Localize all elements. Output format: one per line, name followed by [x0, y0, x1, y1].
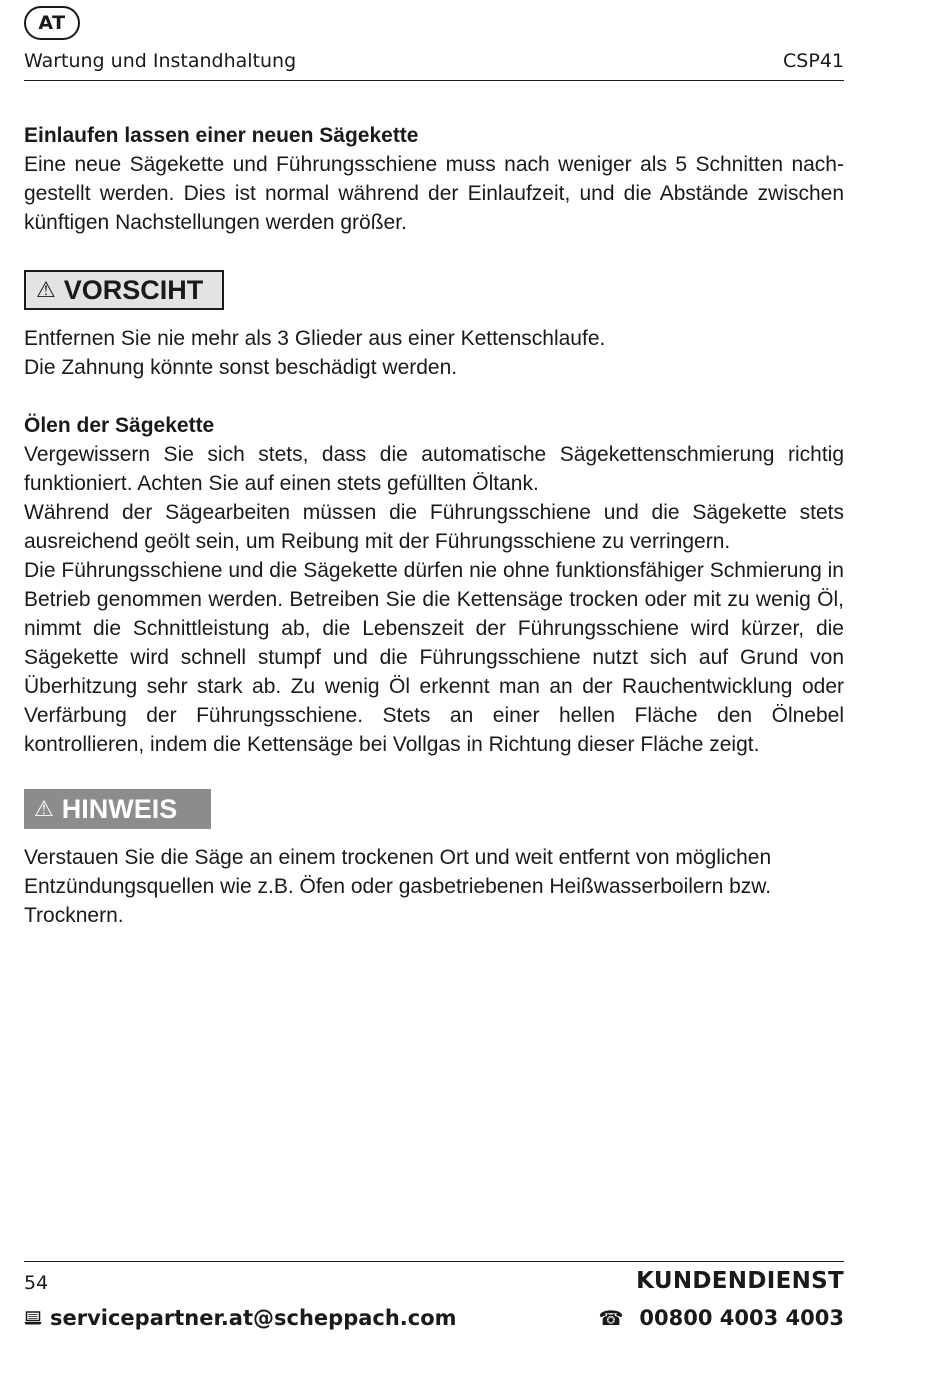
email-link[interactable]: servicepartner.at@scheppach.com	[50, 1306, 457, 1330]
break-in-paragraph: Eine neue Sägekette und Führungsschiene muss nach weniger als 5 Schnitten nachgestellt werden. Dies ist normal während der Einlaufzeit, und die Abstände zwischen künftigen Nachstellungen werden größer.	[24, 153, 844, 234]
header-divider	[24, 80, 844, 81]
warning-triangle-icon: ⚠	[34, 796, 54, 822]
section-header: Wartung und Instandhaltung	[24, 50, 297, 72]
notice-text-block	[24, 843, 844, 930]
footer-divider	[24, 1261, 844, 1262]
caution-line-1: Entfernen Sie nie mehr als 3 Glieder aus einer Kettenschlaufe.	[24, 327, 606, 350]
page-number: 54	[24, 1272, 49, 1294]
notice-paragraph: Verstauen Sie die Säge an einem trockenen Ort und weit entfernt von möglichen Entzündungsquellen wie z.B. Öfen oder gasbetriebenen Heißwasserboilern bzw. Trocknern.	[24, 846, 772, 927]
page-content	[24, 121, 844, 930]
notice-box	[24, 789, 211, 829]
phone-number[interactable]: 00800 4003 4003	[639, 1306, 844, 1330]
caution-line-2: Die Zahnung könnte sonst beschädigt werden.	[24, 356, 458, 379]
oiling-paragraph-2: Während der Sägearbeiten müssen die Führungsschiene und die Sägekette stets ausreichend geölt sein, um Reibung mit der Führungsschiene zu verringern.	[24, 501, 844, 553]
footer-email	[24, 1306, 457, 1330]
footer-phone	[599, 1306, 845, 1330]
oiling-section	[24, 411, 844, 759]
model-label: CSP41	[783, 50, 844, 72]
caution-label: VORSCIHT	[63, 274, 204, 305]
oiling-paragraph-3: Die Führungsschiene und die Sägekette dürfen nie ohne funktionsfähiger Schmierung in Betrieb genommen werden. Betreiben Sie die Kettensäge trocken oder mit zu wenig Öl, nimmt die Schnittleistung ab, die Lebenszeit der Führungsschiene wird kürzer, die Sägekette wird schnell stumpf und die Führungsschiene nutzt sich auf Grund von Überhitzung sehr stark ab. Zu wenig Öl erkennt man an der Rauchentwicklung oder Verfärbung der Führungsschiene. Stets an einer hellen Fläche den Ölnebel kontrollieren, indem die Kettensäge bei Vollgas in Richtung dieser Fläche zeigt.	[24, 559, 844, 756]
section-title-oiling: Ölen der Sägekette	[24, 414, 215, 437]
notice-label: HINWEIS	[61, 793, 178, 824]
laptop-icon	[24, 1311, 42, 1325]
phone-icon: ☎	[598, 1306, 624, 1330]
section-title-break-in: Einlaufen lassen einer neuen Sägekette	[24, 124, 419, 147]
oiling-paragraph-1: Vergewissern Sie sich stets, dass die automatische Sägekettenschmierung richtig funktioniert. Achten Sie auf einen stets gefüllten Öltank.	[24, 443, 844, 495]
caution-box	[24, 270, 224, 310]
warning-triangle-icon: ⚠	[36, 277, 56, 303]
country-badge: AT	[24, 6, 80, 40]
caution-text	[24, 324, 844, 382]
service-title: KUNDENDIENST	[636, 1268, 844, 1294]
